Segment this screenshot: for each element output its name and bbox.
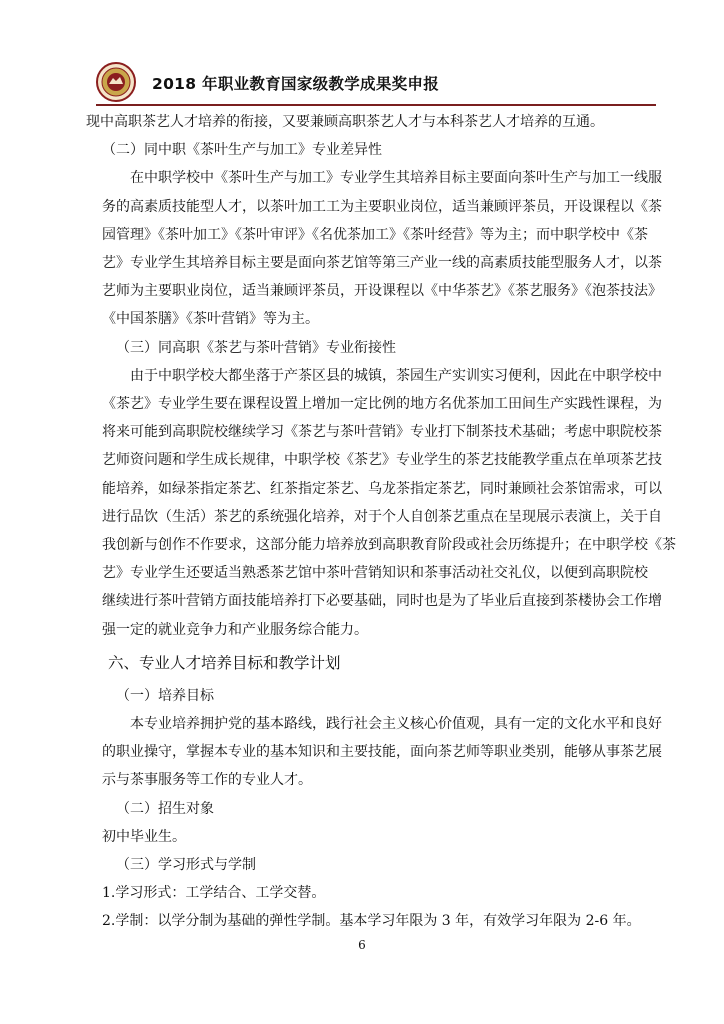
paragraph-3 bbox=[102, 710, 662, 795]
text-line: 本专业培养拥护党的基本路线，践行社会主义核心价值观，具有一定的文化水平和良好 bbox=[130, 716, 662, 733]
text-line: 《中国茶膳》《茶叶营销》等为主。 bbox=[102, 311, 319, 328]
text-line: 艺师为主要职业岗位，适当兼顾评茶员，开设课程以《中华茶艺》《茶艺服务》《泡茶技法》 bbox=[102, 283, 662, 300]
text-line: 示与茶事服务等工作的专业人才。 bbox=[102, 772, 312, 789]
text-line: 继续进行茶叶营销方面技能培养打下必要基础，同时也是为了毕业后直接到茶楼协会工作增 bbox=[102, 593, 662, 610]
text-line: 由于中职学校大都坐落于产茶区县的城镇，茶园生产实训实习便利，因此在中职学校中 bbox=[130, 367, 662, 384]
paragraph-1 bbox=[102, 164, 662, 333]
text-line: 能培养，如绿茶指定茶艺、红茶指定茶艺、乌龙茶指定茶艺，同时兼顾社会茶馆需求，可以 bbox=[102, 480, 662, 497]
list-item: 1.学习形式：工学结合、工学交替。 bbox=[102, 885, 326, 902]
text-line: 园管理》《茶叶加工》《茶叶审评》《名优茶加工》《茶叶经营》等为主；而中职学校中《茶 bbox=[102, 226, 648, 243]
document-body bbox=[86, 108, 676, 936]
text-line: 艺》专业学生还要适当熟悉茶艺馆中茶叶营销知识和茶事活动社交礼仪，以便到高职院校 bbox=[102, 565, 648, 582]
list-item: 2.学制：以学分制为基础的弹性学制。基本学习年限为 3 年，有效学习年限为 2-6 年。 bbox=[102, 913, 641, 930]
paragraph-continuation: 现中高职茶艺人才培养的衔接，又要兼顾高职茶艺人才与本科茶艺人才培养的互通。 bbox=[86, 114, 604, 130]
text-line: 进行品饮（生活）茶艺的系统强化培养，对于个人自创茶艺重点在呈现展示表演上，关于自 bbox=[102, 508, 662, 525]
paragraph-2 bbox=[102, 362, 676, 644]
school-emblem-icon bbox=[96, 62, 136, 102]
text-line: 艺师资问题和学生成长规律，中职学校《茶艺》专业学生的茶艺技能教学重点在单项茶艺技 bbox=[102, 452, 662, 469]
page-number: 6 bbox=[358, 938, 366, 952]
text-line: 艺》专业学生其培养目标主要是面向茶艺馆等第三产业一线的高素质技能型服务人才，以茶 bbox=[102, 255, 662, 272]
section-heading-6: 六、专业人才培养目标和教学计划 bbox=[108, 653, 341, 672]
text-line: 的职业操守，掌握本专业的基本知识和主要技能，面向茶艺师等职业类别，能够从事茶艺展 bbox=[102, 744, 662, 761]
paragraph-enrollment: 初中毕业生。 bbox=[102, 828, 186, 845]
subheading-2: （二）同中职《茶叶生产与加工》专业差异性 bbox=[102, 142, 382, 159]
text-line: 《茶艺》专业学生要在课程设置上增加一定比例的地方名优茶加工田间生产实践性课程，为 bbox=[102, 396, 662, 413]
subheading-6-3: （三）学习形式与学制 bbox=[116, 857, 256, 874]
header-title: 2018 年职业教育国家级教学成果奖申报 bbox=[152, 75, 440, 93]
text-line: 将来可能到高职院校继续学习《茶艺与茶叶营销》专业打下制茶技术基础；考虑中职院校茶 bbox=[102, 424, 662, 441]
text-line: 强一定的就业竞争力和产业服务综合能力。 bbox=[102, 621, 368, 638]
text-line: 务的高素质技能型人才，以茶叶加工工为主要职业岗位，适当兼顾评茶员，开设课程以《茶 bbox=[102, 198, 662, 215]
subheading-6-2: （二）招生对象 bbox=[116, 800, 214, 817]
subheading-6-1: （一）培养目标 bbox=[116, 687, 214, 704]
text-line: 我创新与创作不作要求，这部分能力培养放到高职教育阶段或社会历练提升；在中职学校《茶 bbox=[102, 537, 676, 554]
subheading-3: （三）同高职《茶艺与茶叶营销》专业衔接性 bbox=[116, 339, 396, 356]
text-line: 在中职学校中《茶叶生产与加工》专业学生其培养目标主要面向茶叶生产与加工一线服 bbox=[130, 170, 662, 187]
header-divider bbox=[96, 104, 656, 106]
page-header bbox=[96, 62, 656, 106]
